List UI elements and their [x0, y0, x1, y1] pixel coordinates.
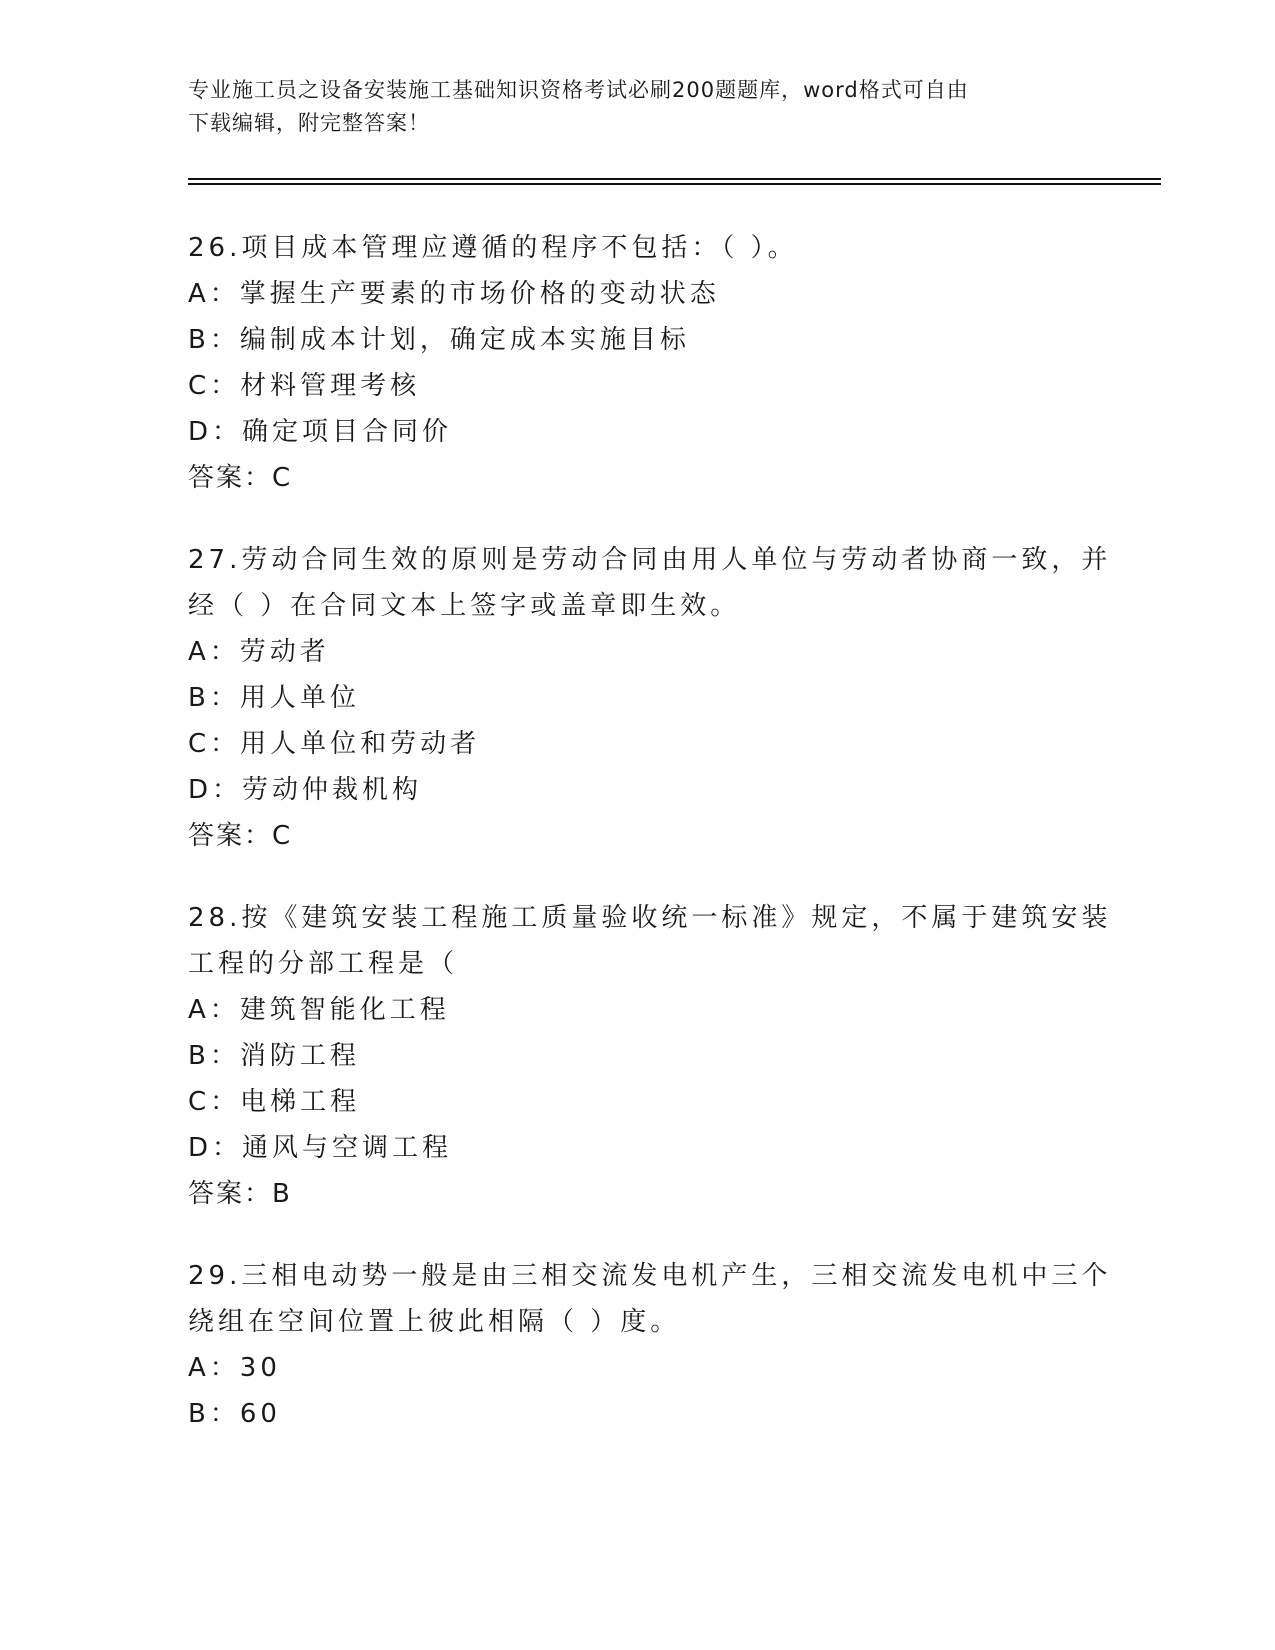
option-a: A：掌握生产要素的市场价格的变动状态 [188, 279, 720, 309]
answer-line: 答案：C [188, 821, 293, 851]
question-stem-continued: 经（ ）在合同文本上签字或盖章即生效。 [188, 591, 741, 621]
question-stem: 29.三相电动势一般是由三相交流发电机产生，三相交流发电机中三个 [188, 1261, 1112, 1291]
option-d: D：确定项目合同价 [188, 417, 453, 447]
option-b: B：用人单位 [188, 683, 360, 713]
question-29 [188, 1253, 1112, 1437]
option-c: C：电梯工程 [188, 1087, 361, 1117]
document-header [188, 74, 1088, 140]
question-stem: 26.项目成本管理应遵循的程序不包括：（ ）。 [188, 233, 798, 263]
option-a: A：建筑智能化工程 [188, 995, 450, 1025]
header-divider-bottom [188, 183, 1161, 185]
option-b: B：编制成本计划，确定成本实施目标 [188, 325, 690, 355]
question-list [188, 225, 1112, 1473]
question-stem: 28.按《建筑安装工程施工质量验收统一标准》规定，不属于建筑安装 [188, 903, 1112, 933]
answer-line: 答案：C [188, 463, 293, 493]
header-divider-top [188, 178, 1161, 180]
question-26 [188, 225, 1088, 501]
question-28 [188, 895, 1112, 1217]
header-title-line-1: 专业施工员之设备安装施工基础知识资格考试必刷200题题库，word格式可自由 [188, 78, 969, 102]
question-stem-continued: 绕组在空间位置上彼此相隔（ ）度。 [188, 1307, 681, 1337]
option-a: A：30 [188, 1353, 281, 1383]
question-stem-continued: 工程的分部工程是（ [188, 949, 459, 979]
question-27 [188, 537, 1112, 859]
header-title-line-2: 下载编辑，附完整答案！ [188, 111, 430, 135]
option-c: C：材料管理考核 [188, 371, 421, 401]
option-a: A：劳动者 [188, 637, 330, 667]
option-b: B：消防工程 [188, 1041, 360, 1071]
option-d: D：劳动仲裁机构 [188, 775, 423, 805]
answer-line: 答案：B [188, 1179, 292, 1209]
question-stem: 27.劳动合同生效的原则是劳动合同由用人单位与劳动者协商一致，并 [188, 545, 1112, 575]
option-d: D：通风与空调工程 [188, 1133, 453, 1163]
option-b: B：60 [188, 1399, 281, 1429]
option-c: C：用人单位和劳动者 [188, 729, 481, 759]
